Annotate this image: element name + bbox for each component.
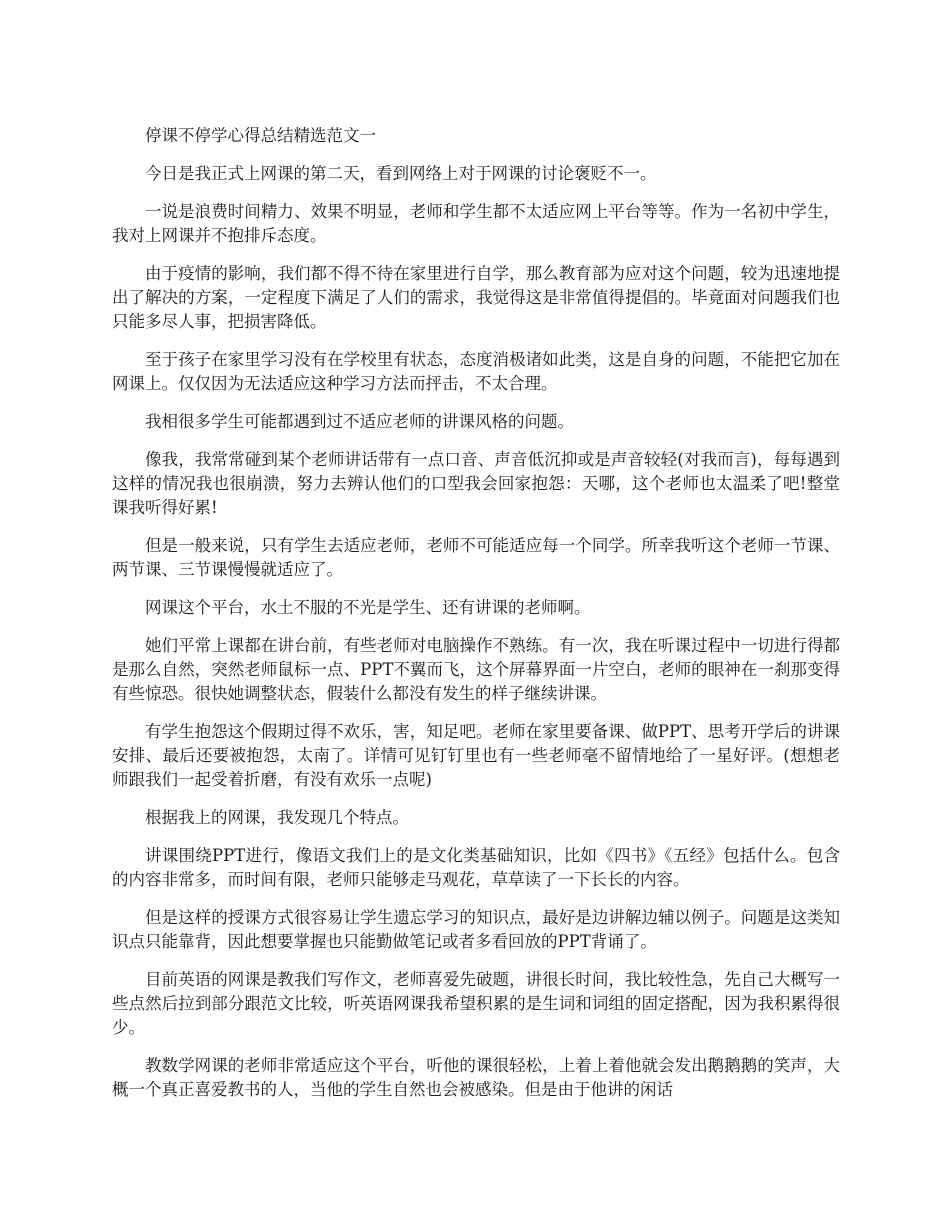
paragraph: 根据我上的网课，我发现几个特点。 <box>145 808 409 827</box>
paragraph: 有学生抱怨这个假期过得不欢乐，害，知足吧。老师在家里要备课、做PPT、思考开学后的讲课安排、最后还要被抱怨，太南了。详情可见钉钉里也有一些老师毫不留情地给了一星好评。(想想老师跟我们一起受着折磨，有没有欢乐一点呢) <box>112 722 840 789</box>
paragraph: 教数学网课的老师非常适应这个平台，听他的课很轻松，上着上着他就会发出鹅鹅鹅的笑声，大概一个真正喜爱教书的人，当他的学生自然也会被感染。但是由于他讲的闲话 <box>112 1056 840 1099</box>
paragraph: 像我，我常常碰到某个老师讲话带有一点口音、声音低沉抑或是声音较轻(对我而言)，每每遇到这样的情况我也很崩溃，努力去辨认他们的口型我会回家抱怨：天哪，这个老师也太温柔了吧!整堂课我听得好累! <box>112 450 840 517</box>
paragraph: 但是一般来说，只有学生去适应老师，老师不可能适应每一个同学。所幸我听这个老师一节课、两节课、三节课慢慢就适应了。 <box>112 536 840 579</box>
paragraph: 目前英语的网课是教我们写作文，老师喜爱先破题，讲很长时间，我比较性急，先自己大概写一些点然后拉到部分跟范文比较，听英语网课我希望积累的是生词和词组的固定搭配，因为我积累得很少。 <box>112 970 840 1037</box>
paragraph: 我相很多学生可能都遇到过不适应老师的讲课风格的问题。 <box>145 412 574 431</box>
paragraph: 至于孩子在家里学习没有在学校里有状态，态度消极诸如此类，这是自身的问题，不能把它加在网课上。仅仅因为无法适应这种学习方法而抨击，不太合理。 <box>112 350 840 393</box>
document-title: 停课不停学心得总结精选范文一 <box>145 126 376 145</box>
paragraph: 一说是浪费时间精力、效果不明显，老师和学生都不太适应网上平台等等。作为一名初中学生，我对上网课并不抱排斥态度。 <box>112 202 840 245</box>
paragraph: 网课这个平台，水土不服的不光是学生、还有讲课的老师啊。 <box>145 598 591 617</box>
paragraph: 讲课围绕PPT进行，像语文我们上的是文化类基础知识，比如《四书》《五经》包括什么。包含的内容非常多，而时间有限，老师只能够走马观花，草草读了一下长长的内容。 <box>112 846 840 889</box>
paragraph: 由于疫情的影响，我们都不得不待在家里进行自学，那么教育部为应对这个问题，较为迅速地提出了解决的方案，一定程度下满足了人们的需求，我觉得这是非常值得提倡的。毕竟面对问题我们也只能多尽人事，把损害降低。 <box>112 264 840 331</box>
paragraph: 今日是我正式上网课的第二天，看到网络上对于网课的讨论褒贬不一。 <box>145 164 657 183</box>
paragraph: 她们平常上课都在讲台前，有些老师对电脑操作不熟练。有一次，我在听课过程中一切进行得都是那么自然，突然老师鼠标一点、PPT不翼而飞，这个屏幕界面一片空白，老师的眼神在一刹那变得有些惊恐。很快她调整状态，假装什么都没有发生的样子继续讲课。 <box>112 636 840 703</box>
paragraph: 但是这样的授课方式很容易让学生遗忘学习的知识点，最好是边讲解边辅以例子。问题是这类知识点只能靠背，因此想要掌握也只能勤做笔记或者多看回放的PPT背诵了。 <box>112 908 840 951</box>
